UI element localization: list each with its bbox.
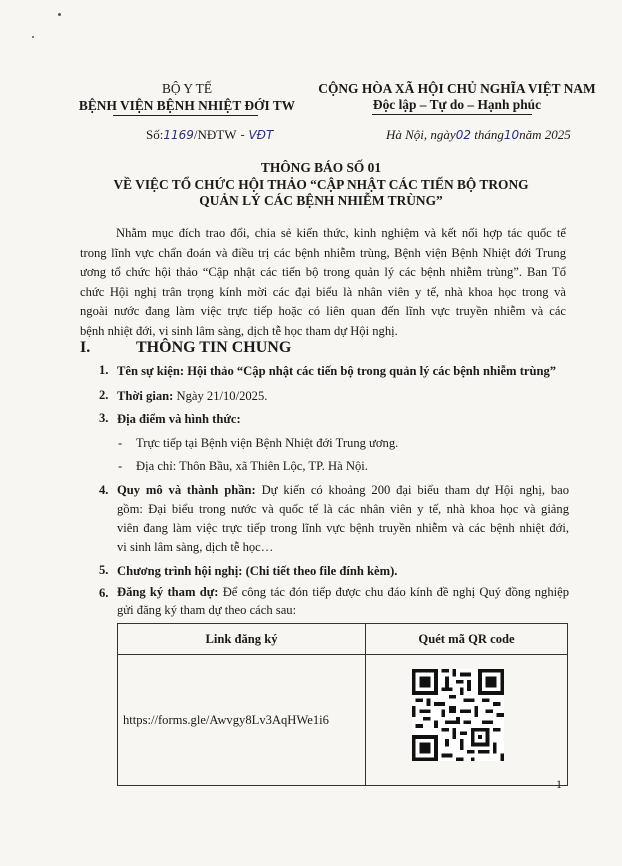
- section-heading: THÔNG TIN CHUNG: [136, 339, 292, 356]
- ref-prefix: Số:: [146, 127, 164, 142]
- ministry-name: BỘ Y TẾ: [161, 81, 213, 96]
- date-year: năm 2025: [519, 127, 571, 142]
- item-label: Chương trình hội nghị: (Chi tiết theo file đính kèm).: [117, 564, 398, 578]
- item-number: 6.: [99, 586, 109, 600]
- intro-line: ngoài nước đang làm việc trực tiếp hoặc có liên quan đến lĩnh vực truyền nhiễm và các: [80, 304, 566, 318]
- scan-speck: [58, 13, 61, 16]
- intro-line: ương tổ chức hội thảo “Cập nhật các tiến bộ trong quản lý các bệnh nhiễm trùng”. Ban Tổ: [80, 265, 566, 279]
- item-label: Đăng ký tham dự:: [117, 585, 223, 599]
- date-prefix: Hà Nội, ngày: [386, 127, 456, 142]
- date-day-handwritten: 02: [455, 128, 471, 142]
- list-dash: -: [118, 459, 123, 473]
- qr-code-image[interactable]: [412, 669, 504, 761]
- item-label: Địa điểm và hình thức:: [117, 412, 241, 426]
- nation-name: CỘNG HÒA XÃ HỘI CHỦ NGHĨA VIỆT NAM: [318, 81, 596, 96]
- col-header-link: Link đăng ký: [118, 624, 366, 655]
- item-scale-cont: vi sinh lâm sàng, dịch tễ học…: [117, 540, 274, 554]
- intro-line: Nhằm mục đích trao đổi, chia sẻ kiến thức, kinh nghiệm và kết nối hợp tác quốc tế: [116, 226, 566, 240]
- hospital-underline: [113, 115, 258, 116]
- item-value: Ngày 21/10/2025.: [176, 389, 268, 403]
- item-number: 1.: [99, 363, 109, 377]
- item-time: [117, 387, 569, 407]
- venue-address: Địa chỉ: Thôn Bầu, xã Thiên Lộc, TP. Hà Nội.: [136, 459, 368, 473]
- item-event-name: [117, 362, 569, 382]
- issue-date: [386, 127, 571, 143]
- intro-line: bệnh nhiệt đới, vi sinh lâm sàng, dịch tễ học tham dự Hội nghị.: [80, 324, 398, 338]
- intro-line: chức Hội nghị trân trọng kính mời các đại biểu là nhân viên y tế, nhà khoa học trong và: [80, 285, 566, 299]
- registration-link-cell: [118, 655, 366, 786]
- registration-link[interactable]: https://forms.gle/Awvgy8Lv3AqHWe1i6: [123, 712, 329, 727]
- item-venue: [117, 410, 569, 430]
- date-month-handwritten: 10: [503, 128, 520, 142]
- col-header-qr: Quét mã QR code: [366, 624, 568, 655]
- venue-mode: Trực tiếp tại Bệnh viện Bệnh Nhiệt đới Trung ương.: [136, 436, 399, 450]
- notice-title: THÔNG BÁO SỐ 01: [260, 160, 382, 175]
- hospital-name: BỆNH VIỆN BỆNH NHIỆT ĐỚI TW: [78, 98, 296, 113]
- page-number: 1: [556, 777, 562, 791]
- ref-suffix: /NĐTW: [193, 127, 237, 142]
- item-value: Hội thảo “Cập nhật các tiến bộ trong quản lý các bệnh nhiễm trùng”: [187, 364, 557, 378]
- scan-speck: [32, 36, 34, 38]
- ref-code-handwritten: - VĐT: [236, 128, 274, 142]
- item-registration-cont: gửi đăng ký tham dự theo cách sau:: [117, 603, 297, 617]
- notice-subtitle-line1: VỀ VIỆC TỔ CHỨC HỘI THẢO “CẬP NHẬT CÁC TIẾN BỘ TRONG: [113, 177, 529, 192]
- intro-line: trong lĩnh vực chẩn đoán và điều trị các bệnh nhiễm trùng, Bệnh viện Bệnh Nhiệt đới Trung: [80, 246, 566, 260]
- item-label: Tên sự kiện:: [117, 364, 188, 378]
- item-number: 4.: [99, 483, 109, 497]
- item-label: Thời gian:: [117, 389, 177, 403]
- notice-subtitle-line2: QUẢN LÝ CÁC BỆNH NHIỄM TRÙNG”: [199, 193, 443, 208]
- date-month-label: tháng: [470, 127, 504, 142]
- item-number: 2.: [99, 388, 109, 402]
- ref-number-handwritten: 1169: [163, 128, 194, 142]
- national-motto: Độc lập – Tự do – Hạnh phúc: [372, 97, 542, 112]
- item-value: Dự kiến có khoảng 200 đại biểu tham dự Hội nghị, bao: [261, 483, 569, 497]
- item-scale: [117, 483, 569, 498]
- item-number: 5.: [99, 563, 109, 577]
- list-dash: -: [118, 436, 123, 450]
- item-scale-cont: gồm: Đại biểu trong nước và quốc tế là các nhân viên y tế, nhà khoa học và giảng: [117, 502, 569, 516]
- reference-number: [146, 127, 273, 143]
- motto-underline: [372, 114, 532, 115]
- item-number: 3.: [99, 411, 109, 425]
- section-numeral: I.: [80, 339, 91, 356]
- item-program: [117, 562, 569, 582]
- item-scale-cont: viên đang làm việc trực tiếp trong lĩnh vực bệnh truyền nhiễm và các bệnh nhiệt đới,: [117, 521, 569, 535]
- item-registration: [117, 585, 569, 600]
- item-label: Quy mô và thành phần:: [117, 483, 262, 497]
- item-value: Để công tác đón tiếp được chu đáo kính đề nghị Quý đồng nghiệp: [222, 585, 570, 599]
